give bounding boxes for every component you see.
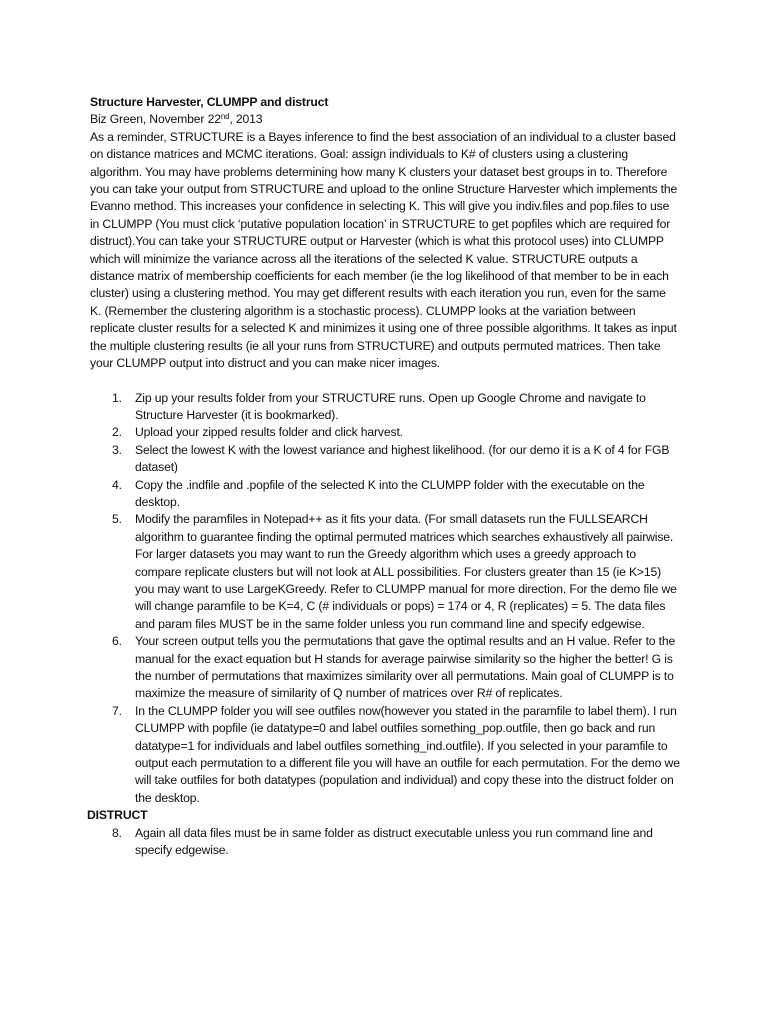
step-number: 5. [112,512,122,527]
step-number: 1. [112,390,122,405]
author-date-line [90,111,680,128]
list-item [90,511,680,633]
list-item [90,477,680,512]
step-text: Again all data files must be in same folder as distruct executable unless you run command line and specify edgewise. [135,825,653,858]
section-heading-distruct: DISTRUCT [87,808,148,823]
step-number: 3. [112,442,122,457]
step-number: 8. [112,825,122,840]
step-text: Copy the .indfile and .popfile of the selected K into the CLUMPP folder with the executable on the desktop. [135,477,645,509]
author-date-suffix: , 2013 [229,112,263,127]
step-text: In the CLUMPP folder you will see outfiles now(however you stated in the paramfile to label them). I run CLUMPP with popfile (ie datatype=0 and label outfiles something_pop.outfile, then go back and run datatype=1 for individuals and label outfiles something_ind.outfile). If you selected in your paramfile to output each permutation to a different file you will have an outfile for each permutation. For the demo we will take outfiles for both datatypes (population and individual) and copy these into the distruct folder on the desktop. [135,703,680,805]
author-date-prefix: Biz Green, November 22 [90,112,221,127]
list-item [90,442,680,477]
step-text: Modify the paramfiles in Notepad++ as it fits your data. (For small datasets run the FULLSEARCH algorithm to guarantee finding the optimal permuted matrices which searches exhaustively all pairwise. For larger datasets you may want to run the Greedy algorithm which uses a greedy approach to compare replicate clusters but will not look at ALL possibilities. For clusters greater than 15 (ie K>15) you may want to use LargeKGreedy. Refer to CLUMPP manual for more direction. For the demo file we will change paramfile to be K=4, C (# individuals or pops) = 174 or 4, R (replicates) = 5. The data files and param files MUST be in the same folder unless you run command line and specify edgewise. [135,512,677,631]
list-item [90,825,680,860]
step-text: Upload your zipped results folder and click harvest. [135,425,403,440]
intro-paragraph: As a reminder, STRUCTURE is a Bayes inference to find the best association of an individual to a cluster based on distance matrices and MCMC iterations. Goal: assign individuals to K# of clusters using a clustering algorithm. You may have problems determining how many K clusters your dataset best groups in to. Therefore you can take your output from STRUCTURE and upload to the online Structure Harvester which implements the Evanno method. This increases your confidence in selecting K. This will give you indiv.files and pop.files to use in CLUMPP (You must click ‘putative population location’ in STRUCTURE to get popfiles which are required for distruct).You can take your STRUCTURE output or Harvester (which is what this protocol uses) into CLUMPP which will minimize the variance across all the iterations of the selected K value. STRUCTURE outputs a distance matrix of membership coefficients for each member (ie the log likelihood of that member to be in each cluster) using a clustering method. You may get different results with each iteration you run, even for the same K. (Remember the clustering algorithm is a stochastic process). CLUMPP looks at the variation between replicate cluster results for a selected K and minimizes it using one of three possible algorithms. It takes as input the multiple clustering results (ie all your runs from STRUCTURE) and outputs permuted matrices. Then take your CLUMPP output into distruct and you can make nicer images. [90,129,678,371]
steps-list [90,390,680,808]
step-number: 2. [112,425,122,440]
step-number: 4. [112,477,122,492]
steps-list-distruct [90,825,680,860]
list-item [90,633,680,703]
step-text: Your screen output tells you the permutations that gave the optimal results and an H value. Refer to the manual for the exact equation but H stands for average pairwise similarity so the higher the better! G is the number of permutations that maximizes similarity over all permutations. Main goal of CLUMPP is to maximize the measure of similarity of Q number of matrices over R# of replicates. [135,634,676,701]
document-page [87,94,680,859]
step-number: 6. [112,634,122,649]
document-title: Structure Harvester, CLUMPP and distruct [90,95,329,109]
step-number: 7. [112,703,122,718]
step-text: Select the lowest K with the lowest variance and highest likelihood. (for our demo it is a K of 4 for FGB dataset) [135,442,670,475]
step-text: Zip up your results folder from your STRUCTURE runs. Open up Google Chrome and navigate to Structure Harvester (it is bookmarked). [135,390,646,422]
list-item [90,424,680,441]
date-ordinal-suffix: nd [220,112,230,122]
list-item [90,703,680,807]
list-item [90,390,680,425]
